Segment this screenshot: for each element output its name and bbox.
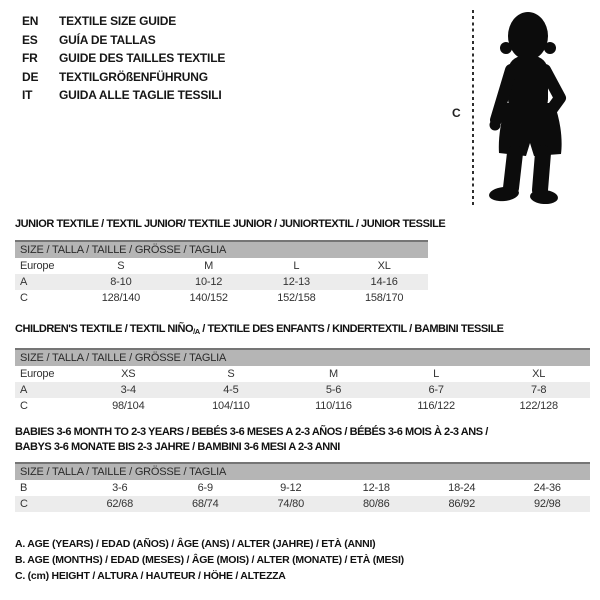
size-cell: 68/74 [191, 498, 219, 510]
size-cell: 122/128 [519, 400, 558, 412]
title-text: / TEXTILE DES ENFANTS / KINDERTEXTIL / BAMBINI TESSILE [199, 323, 504, 335]
legend-line-a: A. AGE (YEARS) / EDAD (AÑOS) / ÂGE (ANS) / ALTER (JAHRE) / ETÀ (ANNI) [15, 538, 376, 550]
language-code: IT [22, 88, 33, 103]
size-cell: 14-16 [370, 276, 398, 288]
row-label: B [20, 482, 28, 494]
row-label: Europe [20, 368, 55, 380]
size-cell: 12-13 [282, 276, 310, 288]
language-title: TEXTILE SIZE GUIDE [59, 14, 177, 28]
legend-line-c: C. (cm) HEIGHT / ALTURA / HAUTEUR / HÖHE / ALTEZZA [15, 570, 286, 582]
table-row-europe [15, 258, 428, 274]
title-subscript: /A [193, 327, 200, 336]
size-cell: 24-36 [533, 482, 561, 494]
table-row-months [15, 480, 590, 496]
size-cell: 110/116 [315, 400, 352, 412]
table-row-height [15, 290, 428, 306]
size-cell: 4-5 [223, 384, 239, 396]
size-cell: M [329, 368, 338, 380]
size-cell: 3-4 [120, 384, 136, 396]
size-cell: 12-18 [362, 482, 390, 494]
size-cell: 158/170 [364, 292, 404, 304]
size-cell: S [117, 260, 125, 272]
language-title: GUIDA ALLE TAGLIE TESSILI [59, 88, 222, 103]
height-measure-label: C [452, 106, 461, 120]
size-cell: 6-9 [197, 482, 213, 494]
table-row-europe [15, 366, 590, 382]
size-cell: XL [377, 260, 391, 272]
table-row-age [15, 382, 590, 398]
language-code: DE [22, 69, 39, 84]
size-cell: 5-6 [325, 384, 342, 396]
language-code: FR [22, 51, 38, 66]
size-cell: 62/68 [106, 498, 134, 510]
language-row-fr [22, 49, 225, 68]
table-row-age [15, 274, 428, 290]
junior-size-table [15, 240, 428, 306]
size-cell: XS [121, 368, 136, 380]
babies-table-title-line2: BABYS 3-6 MONATE BIS 2-3 JAHRE / BAMBINI 3-6 MESI A 2-3 ANNI [15, 441, 340, 453]
size-header-row: SIZE / TALLA / TAILLE / GRÖSSE / TAGLIA [15, 462, 590, 480]
row-label: C [20, 400, 28, 412]
children-size-table [15, 348, 590, 414]
size-cell: 140/152 [189, 292, 228, 304]
size-cell: L [293, 260, 300, 272]
size-cell: 152/158 [277, 292, 316, 304]
language-row-en [22, 12, 225, 31]
size-cell: 128/140 [101, 292, 141, 304]
row-label: Europe [20, 260, 55, 272]
language-title: TEXTILGRÖßENFÜHRUNG [59, 69, 208, 84]
language-row-es [22, 31, 225, 50]
size-cell: 116/122 [417, 400, 455, 412]
size-cell: M [204, 260, 214, 272]
row-label: A [20, 384, 28, 396]
size-cell: XL [532, 368, 546, 380]
junior-table-title: JUNIOR TEXTILE / TEXTIL JUNIOR/ TEXTILE JUNIOR / JUNIORTEXTIL / JUNIOR TESSILE [15, 218, 446, 230]
language-header [22, 12, 225, 105]
language-row-it [22, 86, 225, 105]
size-cell: L [433, 368, 440, 380]
table-row-height [15, 496, 590, 512]
size-cell: 3-6 [112, 482, 128, 494]
row-label: C [20, 498, 28, 510]
babies-size-table [15, 462, 590, 512]
size-header-row: SIZE / TALLA / TAILLE / GRÖSSE / TAGLIA [15, 240, 428, 258]
size-cell: 6-7 [428, 384, 444, 396]
size-cell: 7-8 [531, 384, 547, 396]
size-header-row: SIZE / TALLA / TAILLE / GRÖSSE / TAGLIA [15, 348, 590, 366]
size-cell: 104/110 [212, 400, 250, 412]
size-cell: 92/98 [533, 498, 561, 510]
table-row-height [15, 398, 590, 414]
size-cell: S [227, 368, 235, 380]
babies-table-title-line1: BABIES 3-6 MONTH TO 2-3 YEARS / BEBÉS 3-6 MESES A 2-3 AÑOS / BÉBÉS 3-6 MOIS À 2-3 ANS / [15, 426, 488, 438]
children-table-title [15, 323, 504, 336]
size-cell: 80/86 [362, 498, 390, 510]
row-label: C [20, 292, 28, 304]
language-title: GUÍA DE TALLAS [59, 32, 156, 47]
size-cell: 98/104 [112, 400, 145, 412]
size-cell: 8-10 [110, 276, 132, 288]
size-cell: 18-24 [448, 482, 476, 494]
title-text: CHILDREN'S TEXTILE / TEXTIL NIÑO [15, 323, 194, 335]
language-row-de [22, 68, 225, 87]
legend-line-b: B. AGE (MONTHS) / EDAD (MESES) / ÂGE (MOIS) / ALTER (MONATE) / ETÀ (MESI) [15, 554, 404, 566]
legend [15, 536, 404, 584]
size-cell: 86/92 [448, 498, 476, 510]
language-code: EN [22, 14, 39, 28]
size-cell: 9-12 [280, 482, 302, 494]
size-cell: 74/80 [277, 498, 305, 510]
height-measure-line [472, 10, 474, 206]
language-title: GUIDE DES TAILLES TEXTILE [59, 51, 226, 66]
toddler-silhouette-icon [478, 6, 582, 206]
size-cell: 10-12 [195, 276, 223, 288]
language-code: ES [22, 32, 38, 47]
row-label: A [20, 276, 28, 288]
